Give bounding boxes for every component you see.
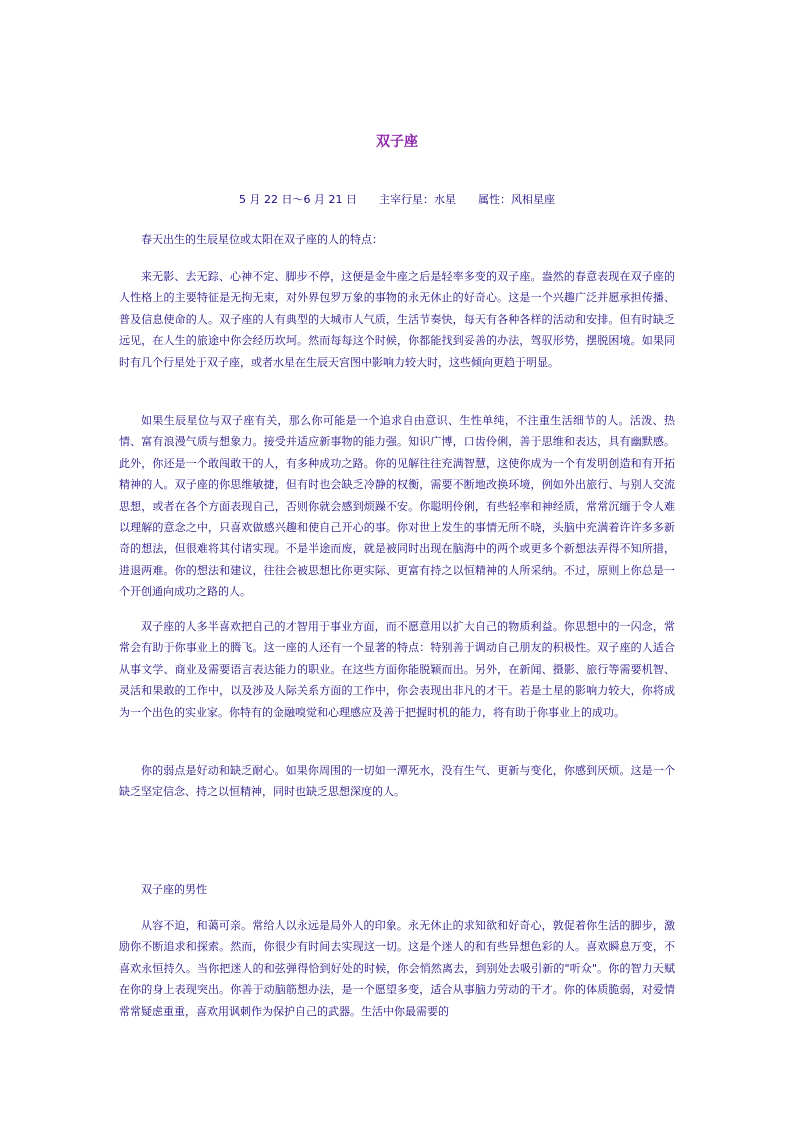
paragraph-personality: 如果生辰星位与双子座有关，那么你可能是一个追求自由意识、生性单纯，不注重生活细节的人。活泼、热情、富有浪漫气质与想象力。接受并适应新事物的能力强。知识广博，口齿伶俐，善于思维和表达，具有幽默感。此外，你还是一个敢闯敢干的人，有多种成功之路。你的见解往往充满智慧，这使你成为一个有发明创造和有开拓精神的人。双子座的你思维敏捷，但有时也会缺乏冷静的权衡，需要不断地改换环境，例如外出旅行、与别人交流思想，或者在各个方面表现自己，否则你就会感到烦躁不安。你聪明伶俐，有些轻率和神经质，常常沉缅于令人难以理解的意念之中，只喜欢做感兴趣和使自己开心的事。你对世上发生的事情无所不晓，头脑中充满着许许多多新奇的想法，但很难将其付诸实现。不是半途而废，就是被同时出现在脑海中的两个或更多个新想法弄得不知所措，进退两难。你的想法和建议，往往会被思想比你更实际、更富有持之以恒精神的人所采纳。不过，原则上你总是一个开创通向成功之路的人。: [119, 414, 675, 599]
paragraph-male-traits: 从容不迫，和蔼可亲。常给人以永远是局外人的印象。永无休止的求知欲和好奇心，敦促着你生活的脚步，激励你不断追求和探索。然而，你很少有时间去实现这一切。这是个迷人的和有些异想色彩的人。喜欢瞬息万变，不喜欢永恒持久。当你把迷人的和弦弹得恰到好处的时候，你会悄然离去，到别处去吸引新的"听众"。你的智力天赋在你的身上表现突出。你善于动脑筋想办法，是一个愿望多变，适合从事脑力劳动的干才。你的体质脆弱，对爱情常常疑虑重重，喜欢用讽刺作为保护自己的武器。生活中你最需要的: [119, 919, 675, 1018]
date-range: 5 月 22 日～6 月 21 日: [239, 193, 357, 206]
page-title: 双子座: [376, 134, 418, 150]
intro-line: 春天出生的生辰星位或太阳在双子座的人的特点：: [141, 233, 383, 246]
paragraph-career: 双子座的人多半喜欢把自己的才智用于事业方面，而不愿意用以扩大自己的物质利益。你思想中的一闪念，常常会有助于你事业上的腾飞。这一座的人还有一个显著的特点：特别善于调动自己朋友的积极性。双子座的人适合从事文学、商业及需要语言表达能力的职业。在这些方面你能脱颖而出。另外，在新闻、摄影、旅行等需要机智、灵活和果敢的工作中，以及涉及人际关系方面的工作中，你会表现出非凡的才干。若是土星的影响力较大，你将成为一个出色的实业家。你特有的金融嗅觉和心理感应及善于把握时机的能力，将有助于你事业上的成功。: [119, 620, 675, 719]
sign-element: 属性：风相星座: [477, 193, 555, 206]
section-heading-male: 双子座的男性: [141, 883, 207, 896]
paragraph-traits-overview: 来无影、去无踪、心神不定、脚步不停，这便是金牛座之后是轻率多变的双子座。盎然的春意表现在双子座的人性格上的主要特征是无拘无束，对外界包罗万象的事物的永无休止的好奇心。这是一个兴趣广泛并愿承担传播、普及信息使命的人。双子座的人有典型的大城市人气质，生活节奏快，每天有各种各样的活动和安排。但有时缺乏远见，在人生的旅途中你会经历坎坷。然而每每这个时候，你都能找到妥善的办法，驾驭形势，摆脱困境。如果同时有几个行星处于双子座，或者水星在生辰天宫图中影响力较大时，这些倾向更趋于明显。: [119, 270, 675, 369]
sign-info-line: [0, 191, 794, 209]
paragraph-weaknesses: 你的弱点是好动和缺乏耐心。如果你周围的一切如一潭死水，没有生气、更新与变化，你感到厌烦。这是一个缺乏坚定信念、持之以恒精神，同时也缺乏思想深度的人。: [119, 764, 675, 799]
ruling-planet: 主宰行星：水星: [378, 193, 456, 206]
